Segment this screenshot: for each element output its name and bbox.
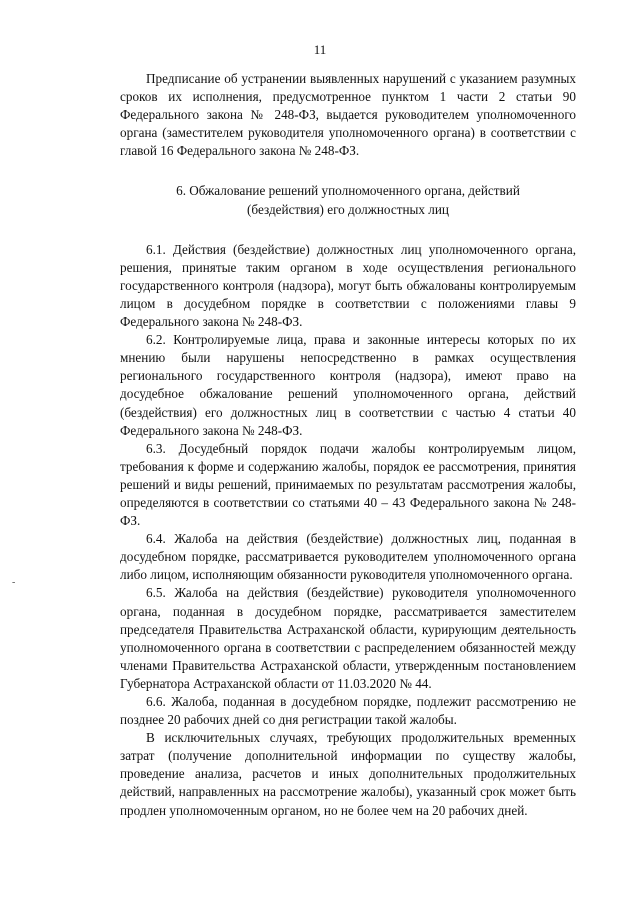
margin-mark: - <box>12 577 16 588</box>
paragraph-prescription: Предписание об устранении выявленных нарушений с указанием разумных сроков их исполнения, предусмотренное пунктом 1 части 2 статьи 90 Федерального закона № 248-ФЗ, выдается руководителем уполномоченного органа (заместителем руководителя уполномоченного органа) в соответствии с главой 16 Федерального закона № 248-ФЗ. <box>120 71 576 159</box>
paragraph-exceptional-cases: В исключительных случаях, требующих продолжительных временных затрат (получение дополнительной информации по существу жалобы, проведение анализа, расчетов и иных дополнительных продолжительных действий, направленных на рассмотрение жалобы), указанный срок может быть продлен уполномоченным органом, но не более чем на 20 рабочих дней. <box>120 730 576 818</box>
paragraph-6-2: 6.2. Контролируемые лица, права и законные интересы которых по их мнению были нарушены непосредственно в рамках осуществления регионального государственного контроля (надзора), имеют право на досудебное обжалование решений уполномоченного органа, действий (бездействия) его должностных лиц в соответствии с частью 4 статьи 40 Федерального закона № 248-ФЗ. <box>120 332 576 438</box>
page-number: 11 <box>313 42 327 57</box>
paragraph-6-1: 6.1. Действия (бездействие) должностных лиц уполномоченного органа, решения, принятые таким органом в ходе осуществления регионального государственного контроля (надзора), могут быть обжалованы контролируемым лицом в досудебном порядке в соответствии с положениями главы 9 Федерального закона № 248-ФЗ. <box>120 241 576 330</box>
paragraph-6-5: 6.5. Жалоба на действия (бездействие) руководителя уполномоченного органа, поданная в досудебном порядке, рассматривается заместителем председателя Правительства Астраханской области, курирующим деятельность уполномоченного органа в соответствии с распределением обязанностей между членами Правительства Астраханской области, утвержденным постановлением Губернатора Астраханской области от 11.03.2020 № 44. <box>120 585 576 691</box>
paragraph-6-6: 6.6. Жалоба, поданная в досудебном порядке, подлежит рассмотрению не позднее 20 рабочих дней со дня регистрации такой жалобы. <box>120 694 576 728</box>
paragraph-6-3: 6.3. Досудебный порядок подачи жалобы контролируемым лицом, требования к форме и содержанию жалобы, порядок ее рассмотрения, принятия решений и виды решений, принимаемых по результатам рассмотрения жалобы, определяются в соответствии со статьями 40 – 43 Федерального закона № 248-ФЗ. <box>120 440 576 529</box>
document-body <box>120 70 576 820</box>
paragraph-6-4: 6.4. Жалоба на действия (бездействие) должностных лиц, поданная в досудебном порядке, рассматривается руководителем уполномоченного органа либо лицом, исполняющим обязанности руководителя уполномоченного органа. <box>120 531 576 583</box>
section-heading: 6. Обжалование решений уполномоченного органа, действий (бездействия) его должностных лиц <box>176 183 520 217</box>
